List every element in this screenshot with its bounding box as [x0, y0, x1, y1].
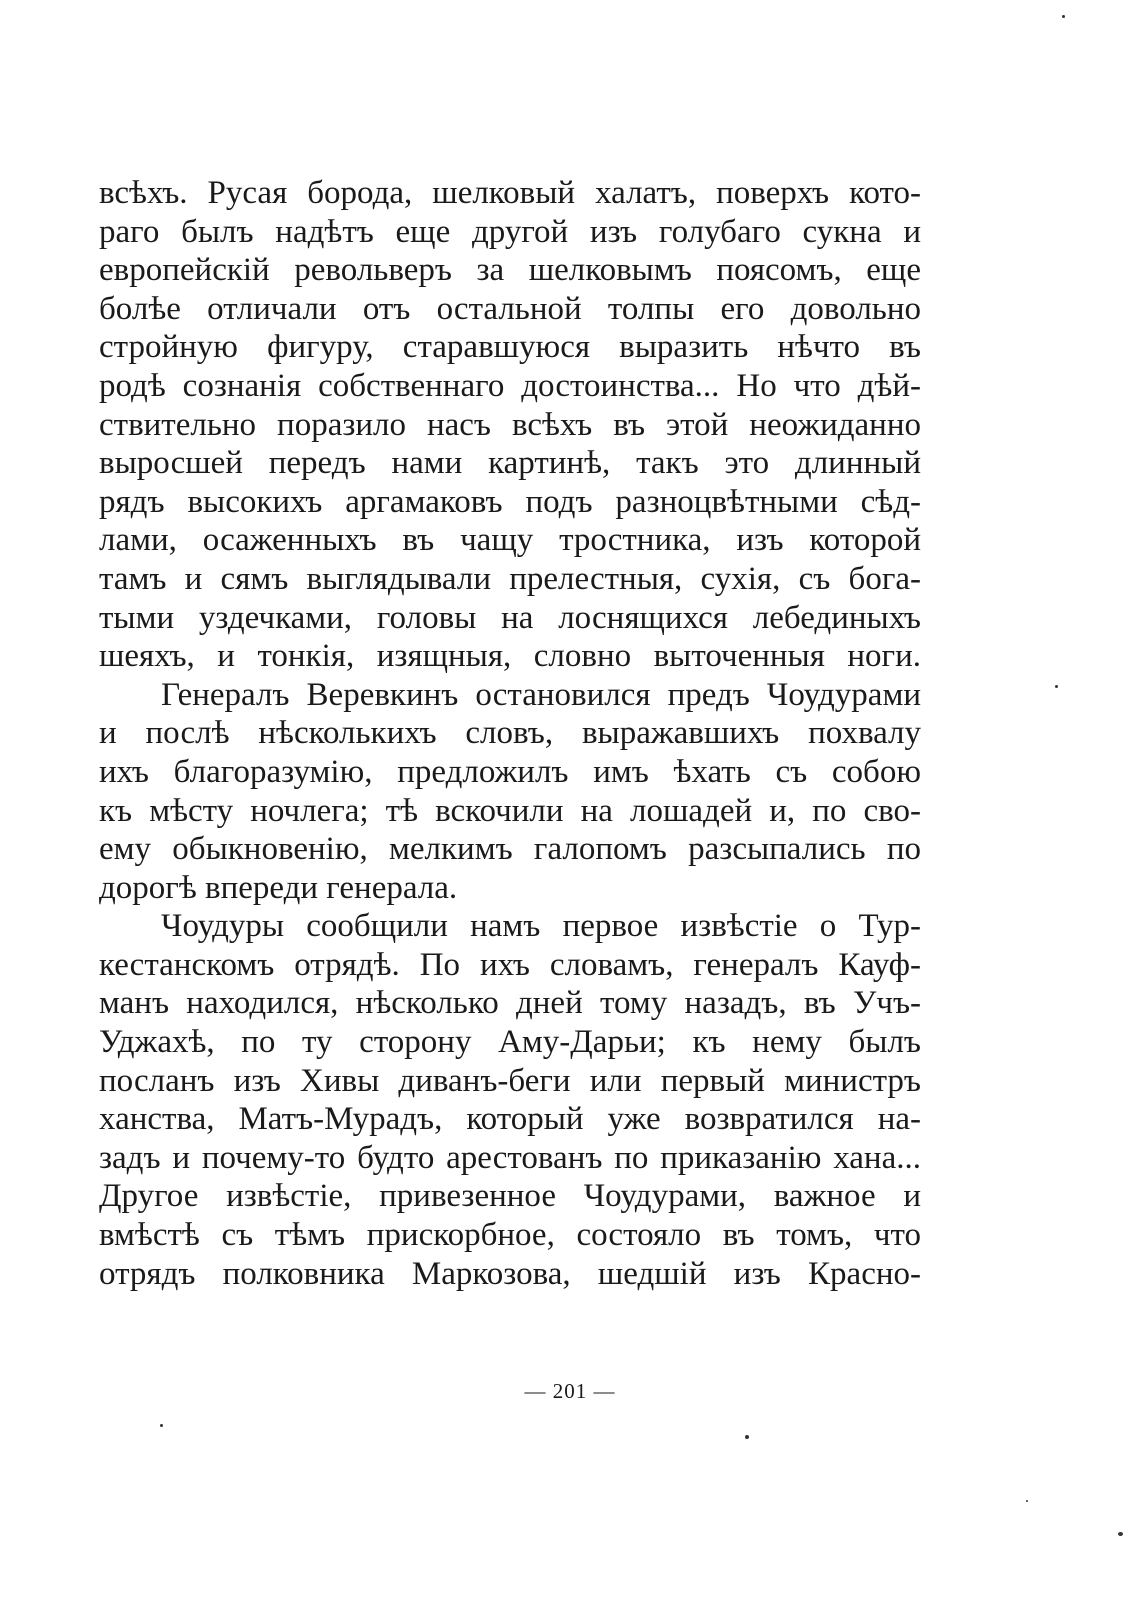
- body-text: [99, 174, 921, 1293]
- text-line: задъ и почему-то будто арестованъ по приказанію хана...: [99, 1139, 921, 1176]
- text-line: выросшей передъ нами картинѣ, такъ это длинный: [99, 445, 921, 482]
- scan-speck: [1062, 15, 1065, 18]
- text-line: манъ находился, нѣсколько дней тому назадъ, въ Учъ-: [99, 985, 921, 1022]
- text-line: ханства, Матъ-Мурадъ, который уже возвратился на-: [99, 1101, 921, 1138]
- text-line: Другое извѣстіе, привезенное Чоудурами, важное и: [99, 1178, 921, 1215]
- text-line: ихъ благоразумію, предложилъ имъ ѣхать съ собою: [99, 753, 921, 790]
- text-line: ему обыкновенію, мелкимъ галопомъ разсыпались по: [99, 831, 921, 868]
- text-line: рядъ высокихъ аргамаковъ подъ разноцвѣтными сѣд-: [99, 483, 921, 520]
- paragraph-last-line: дорогѣ впереди генерала.: [99, 869, 458, 906]
- text-line: ствительно поразило насъ всѣхъ въ этой неожиданно: [99, 406, 921, 443]
- scan-speck: [1055, 685, 1058, 688]
- paragraph-first-line: Чоудуры сообщили намъ первое извѣстіе о Тур-: [161, 908, 921, 945]
- page-number: — 201 —: [524, 1379, 616, 1403]
- text-line: тамъ и сямъ выглядывали прелестныя, сухія, съ бога-: [99, 560, 921, 597]
- text-line: болѣе отличали отъ остальной толпы его довольно: [99, 290, 921, 327]
- text-line: посланъ изъ Хивы диванъ-беги или первый министръ: [99, 1062, 921, 1099]
- text-line: и послѣ нѣсколькихъ словъ, выражавшихъ похвалу: [99, 715, 921, 752]
- scan-speck: [1118, 1532, 1123, 1536]
- scan-speck: [1026, 1500, 1028, 1502]
- text-line: вмѣстѣ съ тѣмъ прискорбное, состояло въ томъ, что: [99, 1217, 921, 1254]
- text-line: европейскій револьверъ за шелковымъ поясомъ, еще: [99, 252, 921, 289]
- text-line: кестанскомъ отрядѣ. По ихъ словамъ, генералъ Кауф-: [99, 946, 921, 983]
- paragraph-first-line: Генералъ Веревкинъ остановился предъ Чоудурами: [161, 676, 921, 713]
- text-line: родѣ сознанія собственнаго достоинства... Но что дѣй-: [99, 367, 921, 404]
- text-line: тыми уздечками, головы на лоснящихся лебединыхъ: [99, 599, 921, 636]
- scan-speck: [745, 1435, 749, 1439]
- text-line: Уджахѣ, по ту сторону Аму-Дарьи; къ нему былъ: [99, 1024, 921, 1061]
- scan-speck: [160, 1424, 163, 1427]
- text-line: отрядъ полковника Маркозова, шедшій изъ Красно-: [99, 1255, 921, 1292]
- text-line: стройную фигуру, старавшуюся выразить нѣчто въ: [99, 329, 921, 366]
- text-line: всѣхъ. Русая борода, шелковый халатъ, поверхъ кото-: [99, 175, 921, 211]
- text-line: лами, осаженныхъ въ чащу тростника, изъ которой: [99, 522, 921, 559]
- text-line: шеяхъ, и тонкія, изящныя, словно выточенныя ноги.: [99, 638, 921, 675]
- text-line: раго былъ надѣтъ еще другой изъ голубаго сукна и: [99, 213, 921, 250]
- text-line: къ мѣсту ночлега; тѣ вскочили на лошадей и, по сво-: [99, 792, 921, 829]
